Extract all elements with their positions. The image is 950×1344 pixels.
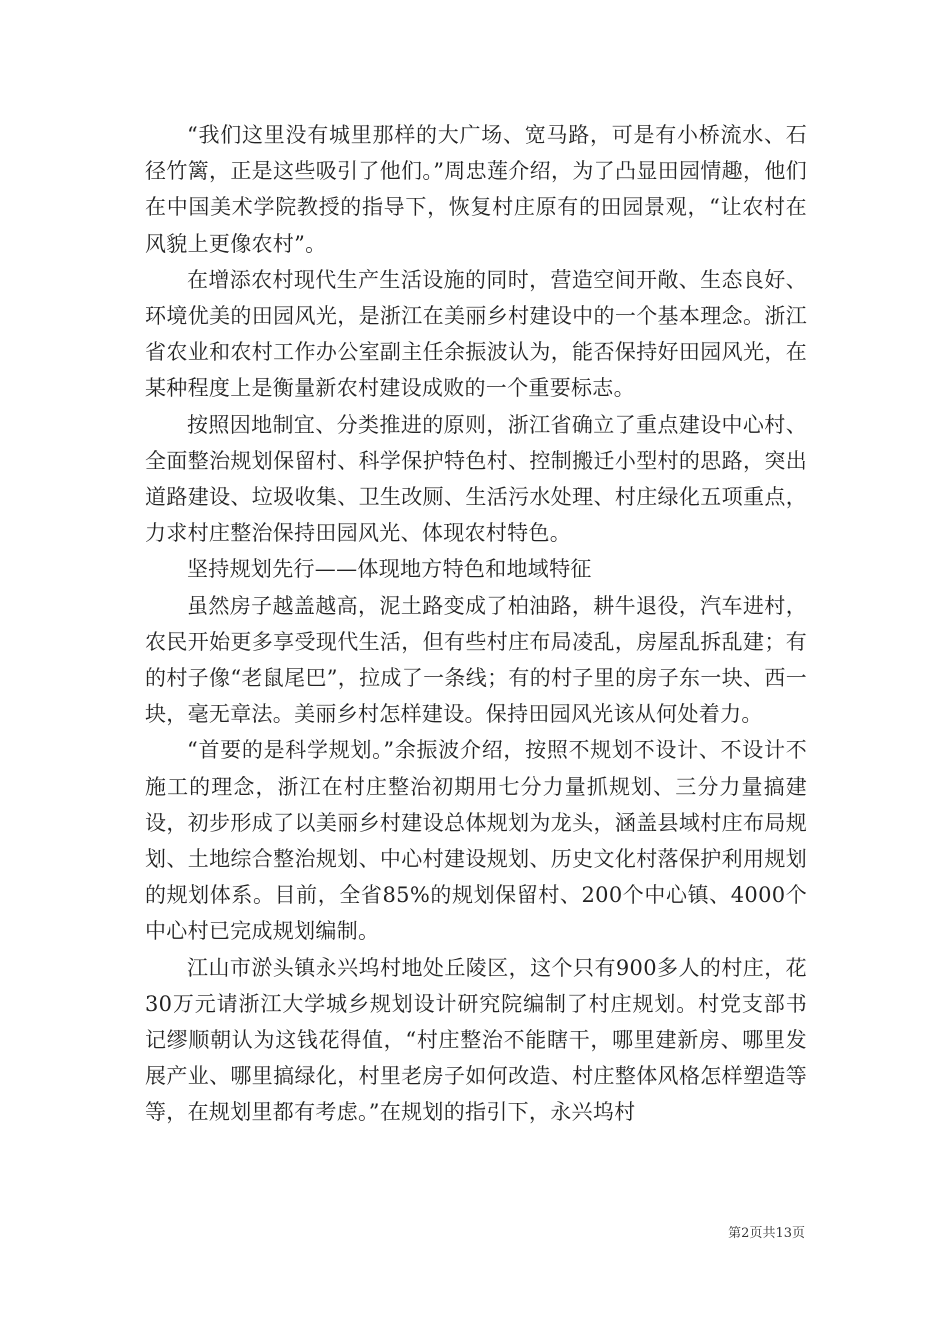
paragraph-3: 按照因地制宜、分类推进的原则，浙江省确立了重点建设中心村、全面整治规划保留村、科学保护特色村、控制搬迁小型村的思路，突出道路建设、垃圾收集、卫生改厕、生活污水处理、村庄绿化五项重点，力求村庄整治保持田园风光、体现农村特色。 xyxy=(145,412,807,546)
paragraph-7: 江山市淤头镇永兴坞村地处丘陵区，这个只有900多人的村庄，花30万元请浙江大学城乡规划设计研究院编制了村庄规划。村党支部书记缪顺朝认为这钱花得值，“村庄整治不能瞎干，哪里建新房、哪里发展产业、哪里搞绿化，村里老房子如何改造、村庄整体风格怎样塑造等等，在规划里都有考虑。”在规划的指引下，永兴坞村 xyxy=(145,955,807,1125)
paragraph-6: “首要的是科学规划。”余振波介绍，按照不规划不设计、不设计不施工的理念，浙江在村庄整治初期用七分力量抓规划、三分力量搞建设，初步形成了以美丽乡村建设总体规划为龙头，涵盖县域村庄布局规划、土地综合整治规划、中心村建设规划、历史文化村落保护利用规划的规划体系。目前，全省85%的规划保留村、200个中心镇、4000个中心村已完成规划编制。 xyxy=(145,738,807,944)
page-number: 第2页共13页 xyxy=(728,1226,805,1241)
article-body xyxy=(145,117,807,1131)
paragraph-2: 在增添农村现代生产生活设施的同时，营造空间开敞、生态良好、环境优美的田园风光，是浙江在美丽乡村建设中的一个基本理念。浙江省农业和农村工作办公室副主任余振波认为，能否保持好田园风光，在某种程度上是衡量新农村建设成败的一个重要标志。 xyxy=(145,267,807,401)
paragraph-1: “我们这里没有城里那样的大广场、宽马路，可是有小桥流水、石径竹篱，正是这些吸引了他们。”周忠莲介绍，为了凸显田园情趣，他们在中国美术学院教授的指导下，恢复村庄原有的田园景观，“让农村在风貌上更像农村”。 xyxy=(145,123,807,256)
section-heading: 坚持规划先行——体现地方特色和地域特征 xyxy=(187,557,592,582)
paragraph-5: 虽然房子越盖越高，泥土路变成了柏油路，耕牛退役，汽车进村，农民开始更多享受现代生活，但有些村庄布局凌乱，房屋乱拆乱建；有的村子像“老鼠尾巴”，拉成了一条线；有的村子里的房子东一块、西一块，毫无章法。美丽乡村怎样建设。保持田园风光该从何处着力。 xyxy=(145,593,807,727)
